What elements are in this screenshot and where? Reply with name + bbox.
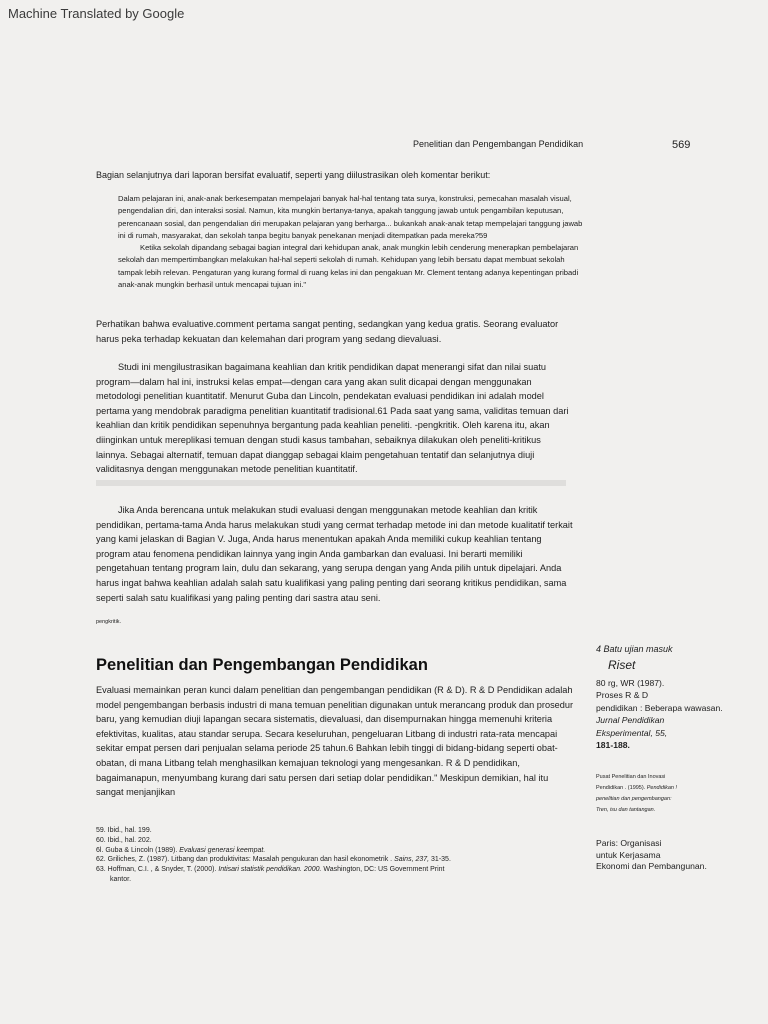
- reference-line: Pusat Penelitian dan Inovasi: [596, 774, 666, 780]
- reference-text: Pendidikan . (1995).: [596, 785, 647, 791]
- reference-line: Eksperimental, 55,: [596, 727, 668, 738]
- footnote-text: 6l. Guba & Lincoln (1989).: [96, 846, 180, 854]
- body-paragraph-1: [96, 317, 574, 346]
- reference-italic: Pendidikan !: [646, 785, 678, 791]
- footnote-italic: Evaluasi generasi keempat.: [179, 846, 266, 854]
- intro-sentence: Bagian selanjutnya dari laporan bersifat evaluatif, seperti yang diilustrasikan oleh komentar berikut:: [96, 170, 491, 180]
- footnote-italic: Sains, 237,: [394, 856, 430, 864]
- reference-line: Jurnal Pendidikan: [596, 715, 665, 726]
- footnote-62: [96, 855, 556, 865]
- sidebar-reference-1: [596, 677, 746, 751]
- reference-line: untuk Kerjasama: [596, 849, 661, 860]
- sidebar-label: 4 Batu ujian masuk: [596, 644, 673, 654]
- footnotes: [96, 826, 556, 885]
- stray-note: pengkritik.: [96, 619, 122, 625]
- reference-line: penelitian dan pengembangan:: [596, 796, 672, 802]
- reference-line: [596, 783, 746, 794]
- body-paragraph-2: [96, 360, 574, 477]
- bleed-through-shadow: [96, 480, 566, 486]
- reference-line: 181-188.: [596, 740, 630, 751]
- reference-line: Tren, isu dan tantangan.: [596, 807, 656, 813]
- paragraph-text: Evaluasi memainkan peran kunci dalam penelitian dan pengembangan pendidikan (R & D). R & D Pendidikan adalah model pengembangan berbasis industri di mana temuan penelitian digunakan untuk merancang produk dan prosedur baru, yang kemudian diuji lapangan secara sistematis, dievaluasi, dan disempurnakan hingga memenuhi kriteria efektivitas, kualitas, atau standar serupa. Secara keseluruhan, pengeluaran Litbang di industri rata-rata mencapai sekitar empat persen dari penjualan selama periode 25 tahun.6 Bahkan lebih tinggi di bidang-bidang seperti obat-obatan, di mana Litbang telah menghasilkan kemajuan teknologi yang mengesankan. R & D pendidikan, bagaimanapun, menyumbang kurang dari satu persen dari setiap dolar pendidikan." Meskipun demikian, hal itu sangat menjanjikan: [96, 685, 574, 798]
- section-heading: Penelitian dan Pengembangan Pendidikan: [96, 656, 428, 674]
- quote-paragraph-2: Ketika sekolah dipandang sebagai bagian integral dari kehidupan anak, anak mungkin lebih cenderung menerapkan pembelajaran sekolah dan mempertimbangkan melakukan hal-hal seperti sekolah di rumah. Kehidupan yang lebih bersatu dapat membuat sekolah tampak lebih relevan. Pengaturan yang kurang formal di ruang kelas ini dan pengakuan Mr. Clement tentang adanya kepentingan pribadi anak-anak mungkin berhasil untuk mencapai tujuan ini.": [118, 243, 579, 290]
- footnote-63-continued: kantor.: [110, 875, 132, 883]
- footnote-60: 60. Ibid., hal. 202.: [96, 836, 152, 844]
- page-number: 569: [672, 139, 691, 151]
- sidebar-reference-2: [596, 772, 746, 816]
- footnote-text: 62. Griliches, Z. (1987). Litbang dan produktivitas: Masalah pengukuran dan hasil ekonometrik .: [96, 856, 395, 864]
- reference-line: Ekonomi dan Pembangunan.: [596, 861, 707, 872]
- reference-line: Proses R & D: [596, 690, 649, 701]
- block-quote: [118, 193, 588, 291]
- footnote-61: [96, 846, 556, 856]
- paragraph-text: Jika Anda berencana untuk melakukan studi evaluasi dengan menggunakan metode keahlian dan kritik pendidikan, pertama-tama Anda harus melakukan studi yang cermat terhadap metode ini dan metode kualitatif terkait yang kami jelaskan di Bagian V. Juga, Anda harus menentukan apakah Anda memiliki cukup keahlian tentang program atau fenomena pendidikan lainnya yang ingin Anda gambarkan dan evaluasi. Ini berarti memiliki pengetahuan tentang program lain, dulu dan sekarang, yang serupa dengan yang Anda pilih untuk dipelajari. Anda harus ingat bahwa keahlian adalah salah satu kualifikasi yang paling penting dari seorang kritikus pendidikan, sama seperti salah satu kualifikasi yang paling penting dari sastra atau seni.: [96, 505, 573, 603]
- translation-banner: Machine Translated by Google: [8, 6, 185, 21]
- footnote-text: Washington, DC: US Government Print: [321, 866, 445, 874]
- running-header-title: Penelitian dan Pengembangan Pendidikan: [413, 139, 584, 149]
- reference-line: 80 rg, WR (1987).: [596, 678, 665, 688]
- paragraph-text: Perhatikan bahwa evaluative.comment pertama sangat penting, sedangkan yang kedua gratis. Seorang evaluator harus peka terhadap kekuatan dan kelemahan dari program yang sedang dievaluasi.: [96, 319, 559, 344]
- footnote-text: 31-35.: [429, 856, 451, 864]
- reference-line: pendidikan : Beberapa wawasan.: [596, 702, 723, 713]
- body-paragraph-4: [96, 683, 574, 800]
- quote-paragraph-1: Dalam pelajaran ini, anak-anak berkesempatan mempelajari banyak hal-hal tentang tata surya, konstruksi, pemecahan masalah visual, pengendalian diri, dan interaksi sosial. Namun, kita mungkin bertanya-tanya, apakah tanggung jawab untuk pengambilan keputusan, perencanaan sosial, dan pengendalian diri merupakan pelajaran yang berharga... bukankah anak-anak tetap mempelajari tanggung jawab ini di rumah, masyarakat, dan sekolah tanpa begitu banyak penekanan menjadi ditempatkan pada mereka?59: [118, 194, 583, 240]
- footnote-text: 63. Hoffman, C.I. , & Snyder, T. (2000).: [96, 866, 219, 874]
- paragraph-text: Studi ini mengilustrasikan bagaimana keahlian dan kritik pendidikan dapat menerangi sifat dan nilai suatu program—dalam hal ini, instruksi kelas empat—dengan cara yang akan sulit dicapai dengan menggunakan metodologi penelitian kuantitatif. Menurut Guba dan Lincoln, pendekatan evaluasi pendidikan ini adalah model pertama yang mendobrak paradigma penelitian kuantitatif tradisional.61 Pada saat yang sama, validitas temuan dari keahlian dan kritik pendidikan sepenuhnya bergantung pada keahlian peneliti. -pengkritik. Oleh karena itu, akan diinginkan untuk mereplikasi temuan dengan studi kasus tambahan, sebaiknya dilakukan oleh peneliti-kritikus lainnya. Sebagai alternatif, temuan dapat dianggap sebagai klaim pengetahuan tentatif dan selanjutnya diuji validitasnya dengan menggunakan metode penelitian kuantitatif.: [96, 362, 569, 475]
- body-paragraph-3: [96, 503, 574, 605]
- footnote-59: 59. Ibid., hal. 199.: [96, 827, 152, 834]
- footnote-italic: Intisari statistik pendidikan. 2000.: [218, 866, 322, 874]
- sidebar-subtitle: Riset: [608, 658, 636, 672]
- sidebar-reference-3: [596, 838, 746, 873]
- footnote-63: [96, 865, 556, 875]
- reference-line: Paris: Organisasi: [596, 838, 662, 848]
